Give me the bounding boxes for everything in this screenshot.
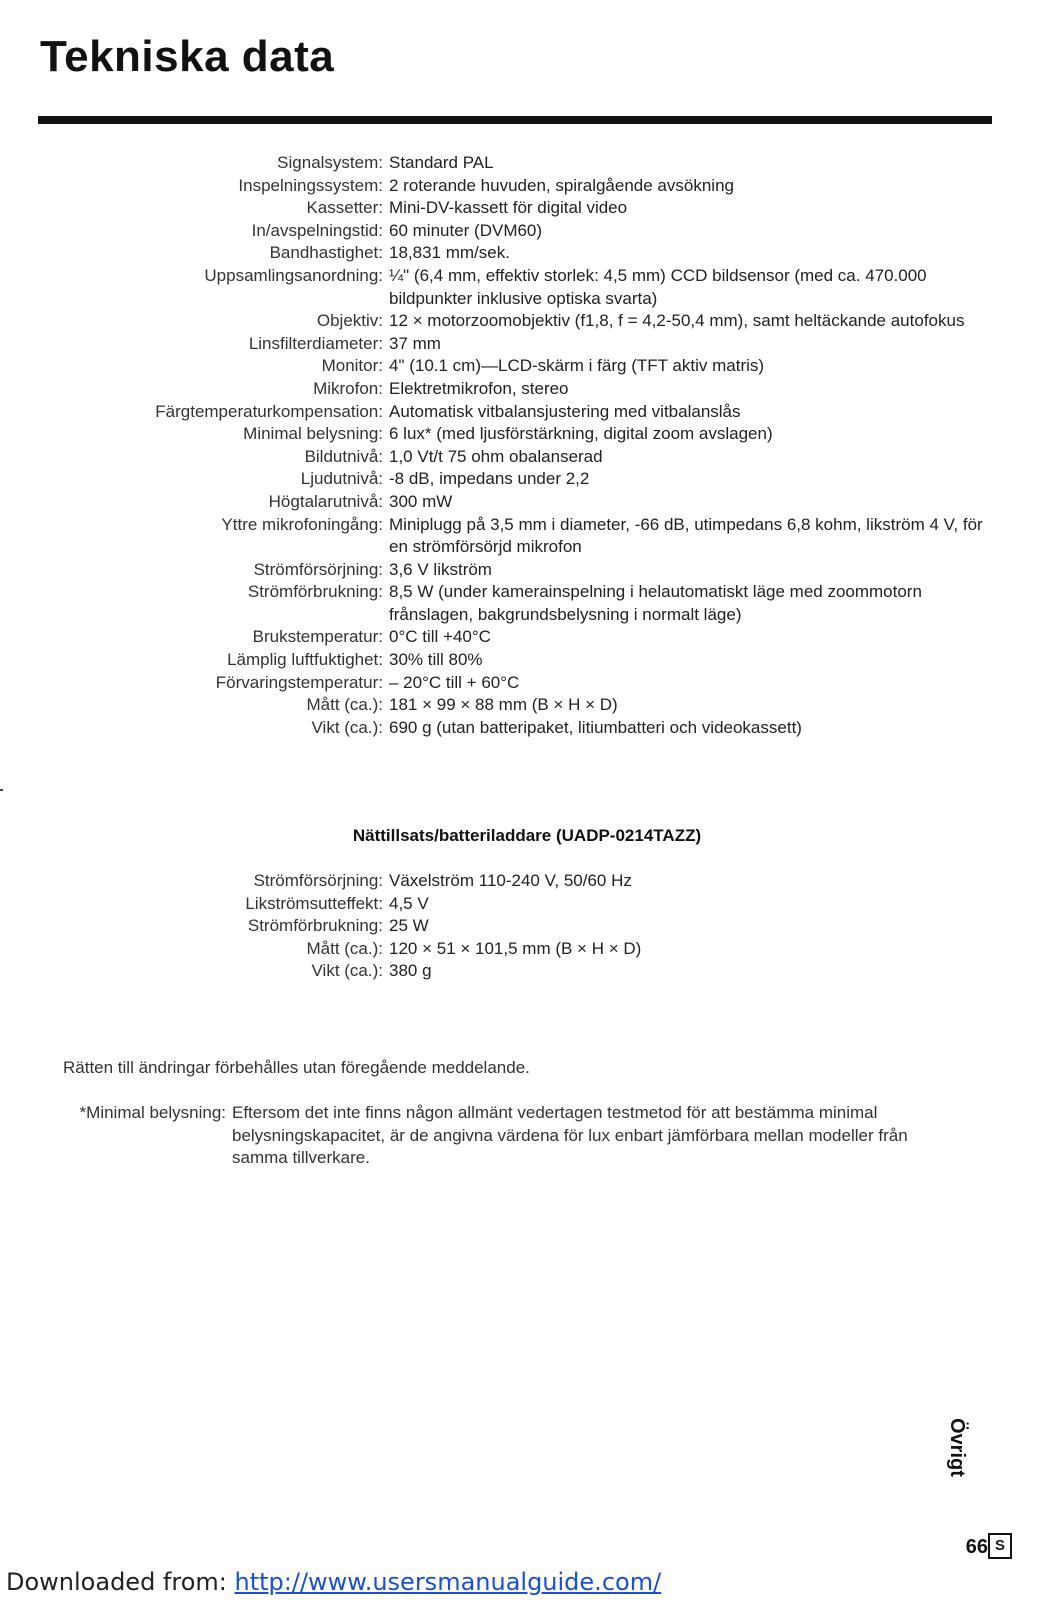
spec-row	[0, 468, 1054, 491]
spec-value: Automatisk vitbalansjustering med vitbalanslås	[389, 401, 741, 421]
spec-label: Mikrofon:	[313, 378, 383, 398]
spec-label: Vikt (ca.):	[311, 961, 383, 981]
spec-value: 2 roterande huvuden, spiralgående avsökning	[389, 175, 734, 195]
spec-row	[0, 446, 1054, 469]
footnote-text: Eftersom det inte finns någon allmänt vedertagen testmetod för att bestämma minimal belysningskapacitet, är de angivna värdena för lux enbart jämförbara mellan modeller från samma tillverkare.	[232, 1103, 908, 1168]
spec-label: Likströmsutteffekt:	[245, 893, 383, 913]
spec-value: Elektretmikrofon, stereo	[389, 378, 569, 398]
spec-row	[0, 197, 1054, 220]
spec-value: 6 lux* (med ljusförstärkning, digital zoom avslagen)	[389, 424, 773, 444]
download-source	[6, 1568, 661, 1596]
spec-label: Lämplig luftfuktighet:	[227, 650, 383, 670]
spec-row	[0, 915, 1054, 938]
spec-label: Inspelningssystem:	[238, 175, 383, 195]
spec-value: Miniplugg på 3,5 mm i diameter, -66 dB, utimpedans 6,8 kohm, likström 4 V, för en strömförsörjd mikrofon	[389, 514, 983, 557]
spec-label: Signalsystem:	[277, 153, 383, 172]
title-rule	[38, 116, 992, 124]
spec-label: Linsfilterdiameter:	[248, 333, 383, 353]
page-number: 66	[965, 1536, 988, 1558]
spec-value: Mini-DV-kassett för digital video	[389, 198, 628, 218]
spec-row	[0, 355, 1054, 378]
spec-label: Strömförbrukning:	[247, 582, 383, 602]
spec-value: 181 × 99 × 88 mm (B × H × D)	[389, 695, 618, 715]
spec-row	[0, 717, 1054, 740]
spec-label: Strömförbrukning:	[247, 916, 383, 936]
spec-label: Kassetter:	[306, 198, 383, 218]
spec-value: 300 mW	[389, 491, 453, 511]
download-prefix: Downloaded from:	[6, 1568, 235, 1596]
spec-label: In/avspelningstid:	[251, 220, 383, 240]
spec-label: Monitor:	[321, 356, 383, 376]
spec-label: Ljudutnivå:	[300, 469, 383, 489]
spec-row	[0, 870, 1054, 893]
spec-value: 1,0 Vt/t 75 ohm obalanserad	[389, 446, 603, 466]
spec-value: 4" (10.1 cm)—LCD-skärm i färg (TFT aktiv matris)	[389, 356, 765, 376]
section-tab-label: Övrigt	[946, 1418, 968, 1477]
spec-label: Uppsamlingsanordning:	[204, 265, 383, 285]
spec-label: Strömförsörjning:	[253, 871, 383, 890]
spec-row	[0, 893, 1054, 916]
spec-label: Färgtemperaturkompensation:	[155, 401, 383, 421]
spec-row	[0, 310, 1054, 333]
download-link[interactable]: http://www.usersmanualguide.com/	[234, 1568, 662, 1596]
charger-heading: Nättillsats/batteriladdare (UADP-0214TAZZ)	[352, 826, 702, 845]
spec-value: 0°C till +40°C	[389, 627, 491, 647]
spec-value: 37 mm	[389, 333, 441, 353]
spec-label: Brukstemperatur:	[252, 627, 383, 647]
spec-value: -8 dB, impedans under 2,2	[389, 469, 590, 489]
spec-row	[0, 649, 1054, 672]
spec-label: Mått (ca.):	[306, 695, 383, 715]
spec-row	[0, 265, 1054, 310]
change-notice: Rätten till ändringar förbehålles utan föregående meddelande.	[63, 1058, 530, 1077]
spec-label: Bildutnivå:	[304, 446, 383, 466]
spec-label: Högtalarutnivå:	[268, 491, 383, 511]
spec-label: Vikt (ca.):	[311, 717, 383, 737]
spec-row	[0, 423, 1054, 446]
page-title: Tekniska data	[40, 32, 335, 81]
spec-label: Yttre mikrofoningång:	[221, 514, 383, 534]
spec-value: 4,5 V	[389, 893, 429, 913]
spec-value: Standard PAL	[389, 153, 494, 172]
spec-row	[0, 938, 1054, 961]
spec-row	[0, 378, 1054, 401]
language-badge: S	[988, 1533, 1012, 1559]
spec-label: Objektiv:	[316, 311, 383, 331]
spec-row	[0, 152, 1054, 175]
spec-row	[0, 401, 1054, 424]
spec-value: 25 W	[389, 916, 429, 936]
spec-label: Mått (ca.):	[306, 938, 383, 958]
spec-row	[0, 491, 1054, 514]
spec-value: 18,831 mm/sek.	[389, 243, 510, 263]
spec-value: ¼" (6,4 mm, effektiv storlek: 4,5 mm) CCD bildsensor (med ca. 470.000 bildpunkter inklusive optiska svarta)	[389, 265, 927, 308]
spec-row	[0, 581, 1054, 626]
footnote-label: *Minimal belysning:	[79, 1103, 226, 1122]
spec-value: 8,5 W (under kamerainspelning i helautomatiskt läge med zoommotorn frånslagen, bakgrundsbelysning i normalt läge)	[389, 582, 922, 624]
camera-specs	[0, 152, 1054, 739]
spec-row	[0, 694, 1054, 717]
spec-row	[0, 333, 1054, 356]
spec-value: – 20°C till + 60°C	[389, 672, 520, 692]
spec-value: 12 × motorzoomobjektiv (f1,8, f = 4,2-50,4 mm), samt heltäckande autofokus	[389, 311, 965, 331]
spec-row	[0, 242, 1054, 265]
spec-label: Minimal belysning:	[243, 424, 383, 444]
spec-row	[0, 514, 1054, 559]
spec-row	[0, 175, 1054, 198]
spec-label: Förvaringstemperatur:	[215, 672, 383, 692]
spec-value: 120 × 51 × 101,5 mm (B × H × D)	[389, 938, 642, 958]
footnote	[45, 1102, 922, 1170]
margin-mark	[0, 789, 3, 791]
spec-value: 3,6 V likström	[389, 559, 492, 579]
spec-value: 30% till 80%	[389, 650, 483, 670]
spec-value: 380 g	[389, 961, 432, 981]
spec-row	[0, 559, 1054, 582]
spec-value: Växelström 110-240 V, 50/60 Hz	[389, 871, 632, 890]
spec-row	[0, 672, 1054, 695]
spec-row	[0, 626, 1054, 649]
spec-value: 60 minuter (DVM60)	[389, 220, 543, 240]
spec-label: Bandhastighet:	[269, 243, 383, 263]
spec-row	[0, 220, 1054, 243]
spec-value: 690 g (utan batteripaket, litiumbatteri och videokassett)	[389, 717, 802, 737]
spec-label: Strömförsörjning:	[253, 559, 383, 579]
charger-specs	[0, 870, 1054, 983]
spec-row	[0, 960, 1054, 983]
